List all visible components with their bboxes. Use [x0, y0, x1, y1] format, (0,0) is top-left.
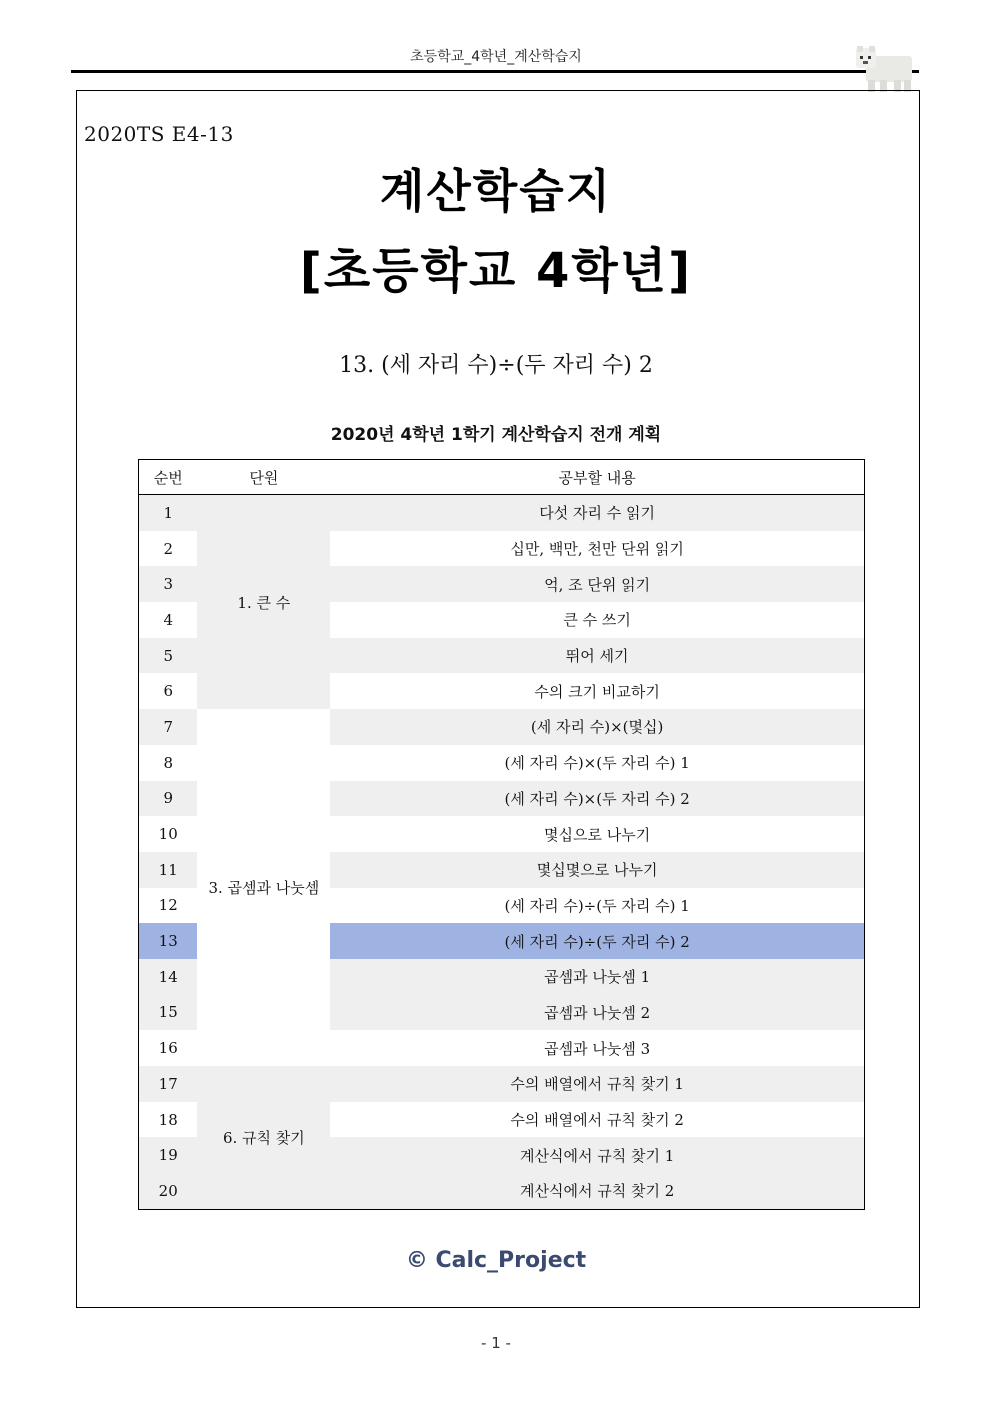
row-content: 수의 배열에서 규칙 찾기 1	[330, 1066, 864, 1102]
header-num: 순번	[139, 460, 198, 495]
row-content: 다섯 자리 수 읽기	[330, 495, 864, 531]
row-num: 3	[139, 566, 198, 602]
row-content: 계산식에서 규칙 찾기 2	[330, 1173, 864, 1209]
polar-bear-icon	[852, 44, 916, 94]
row-content: (세 자리 수)÷(두 자리 수) 2	[330, 923, 864, 959]
table-row	[139, 709, 865, 745]
row-content: 몇십으로 나누기	[544, 825, 651, 844]
header-rule	[71, 70, 919, 73]
row-content: (세 자리 수)÷(두 자리 수) 1	[504, 896, 690, 915]
row-num: 2	[163, 539, 173, 558]
row-num: 18	[158, 1110, 178, 1129]
document-code: 2020TS E4-13	[84, 122, 234, 146]
row-num: 1	[139, 495, 198, 531]
row-num: 7	[139, 709, 198, 745]
row-content: (세 자리 수)×(두 자리 수) 2	[330, 781, 864, 817]
table-header-row	[139, 460, 865, 495]
plan-title: 2020년 4학년 1학기 계산학습지 전개 계획	[330, 425, 662, 445]
row-num: 10	[158, 825, 178, 844]
unit-cell: 1. 큰 수	[197, 495, 330, 710]
row-content: 뛰어 세기	[330, 638, 864, 674]
row-num: 20	[139, 1173, 198, 1209]
row-num: 12	[158, 896, 178, 915]
row-content: 계산식에서 규칙 찾기 1	[330, 1137, 864, 1173]
row-num: 14	[139, 959, 198, 995]
row-content: (세 자리 수)×(두 자리 수) 1	[504, 754, 690, 773]
header-unit: 단원	[197, 460, 330, 495]
row-content: 곱셈과 나눗셈 1	[330, 959, 864, 995]
row-num: 11	[139, 852, 198, 888]
row-content: 몇십몇으로 나누기	[330, 852, 864, 888]
row-num: 15	[139, 995, 198, 1031]
row-num: 19	[139, 1137, 198, 1173]
page-title: 계산학습지	[379, 164, 613, 218]
row-content: 수의 배열에서 규칙 찾기 2	[510, 1111, 684, 1130]
unit-cell: 6. 규칙 찾기	[197, 1066, 330, 1209]
row-num: 16	[158, 1039, 178, 1058]
row-content: 곱셈과 나눗셈 2	[330, 995, 864, 1031]
header-content: 공부할 내용	[330, 460, 864, 495]
page-number: - 1 -	[481, 1334, 511, 1352]
row-content: (세 자리 수)×(몇십)	[330, 709, 864, 745]
table-row	[139, 495, 865, 531]
grade-title: [초등학교 4학년]	[299, 243, 693, 299]
row-content: 곱셈과 나눗셈 3	[544, 1039, 651, 1058]
row-num: 4	[163, 610, 173, 629]
lesson-subtitle: 13. (세 자리 수)÷(두 자리 수) 2	[339, 353, 653, 378]
footer-brand: © Calc_Project	[405, 1248, 587, 1273]
row-num: 5	[139, 638, 198, 674]
unit-cell: 3. 곱셈과 나눗셈	[197, 709, 330, 1066]
table-row	[139, 1066, 865, 1102]
row-num: 6	[163, 682, 173, 701]
lesson-plan-table	[138, 459, 865, 1210]
row-content: 십만, 백만, 천만 단위 읽기	[510, 540, 684, 559]
row-num: 9	[139, 781, 198, 817]
row-num: 17	[139, 1066, 198, 1102]
row-num: 8	[163, 753, 173, 772]
row-num: 13	[139, 923, 198, 959]
row-content: 수의 크기 비교하기	[534, 682, 660, 701]
row-content: 큰 수 쓰기	[563, 611, 631, 630]
row-content: 억, 조 단위 읽기	[330, 566, 864, 602]
header-title: 초등학교_4학년_계산학습지	[410, 49, 582, 65]
